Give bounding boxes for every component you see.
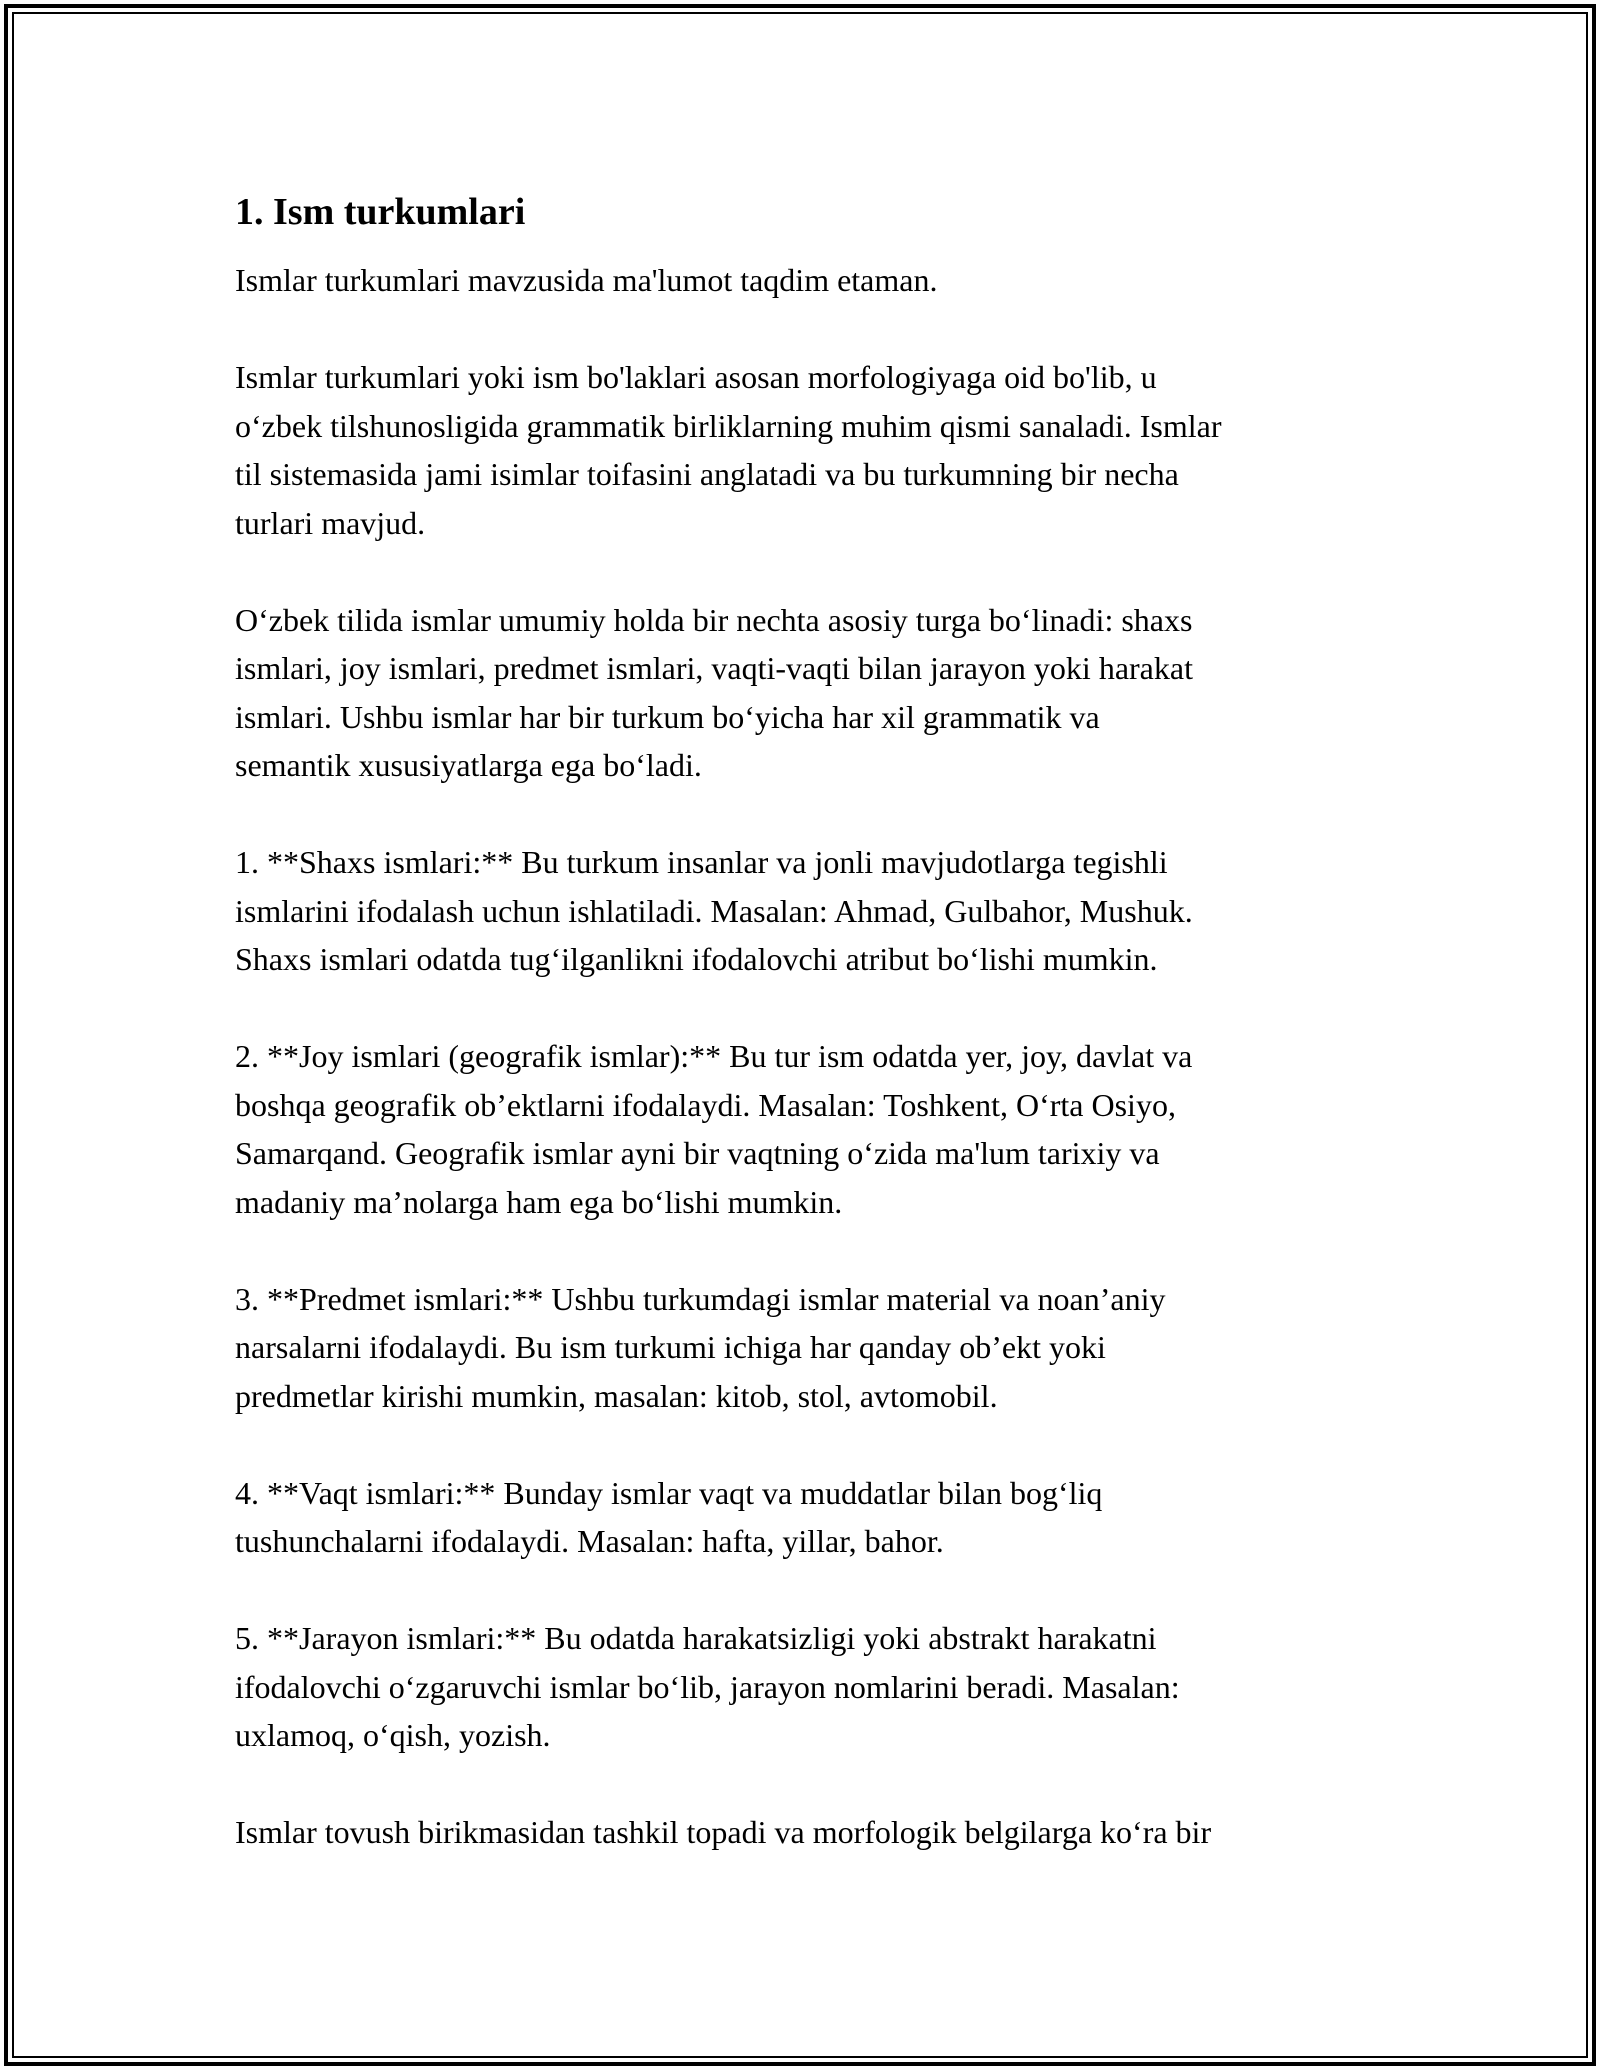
paragraph-place-names: 2. **Joy ismlari (geografik ismlar):** Bu tur ism odatda yer, joy, davlat va boshqa geografik ob’ektlarni ifodalaydi. Masalan: Toshkent, O‘rta Osiyo, Samarqand. Geografik ismlar ayni bir vaqtning o‘zida ma'lum tarixiy va madaniy ma’nolarga ham ega bo‘lishi mumkin. [235, 1038, 1193, 1220]
document-title: 1. Ism turkumlari [235, 191, 526, 233]
paragraph-closing: Ismlar tovush birikmasidan tashkil topadi va morfologik belgilarga ko‘ra bir [235, 1814, 1212, 1850]
paragraph-intro: Ismlar turkumlari mavzusida ma'lumot taqdim etaman. [235, 262, 938, 298]
paragraph-overview: Ismlar turkumlari yoki ism bo'laklari asosan morfologiyaga oid bo'lib, u o‘zbek tilshunosligida grammatik birliklarning muhim qismi sanaladi. Ismlar til sistemasida jami isimlar toifasini anglatadi va bu turkumning bir necha turlari mavjud. [235, 359, 1222, 541]
paragraph-person-names: 1. **Shaxs ismlari:** Bu turkum insanlar va jonli mavjudotlarga tegishli ismlarini ifodalash uchun ishlatiladi. Masalan: Ahmad, Gulbahor, Mushuk. Shaxs ismlari odatda tug‘ilganlikni ifodalovchi atribut bo‘lishi mumkin. [235, 844, 1193, 977]
document-body [235, 186, 1385, 1905]
paragraph-object-names: 3. **Predmet ismlari:** Ushbu turkumdagi ismlar material va noan’aniy narsalarni ifodalaydi. Bu ism turkumi ichiga har qanday ob’ekt yoki predmetlar kirishi mumkin, masalan: kitob, stol, avtomobil. [235, 1280, 1166, 1414]
paragraph-types: O‘zbek tilida ismlar umumiy holda bir nechta asosiy turga bo‘linadi: shaxs ismlari, joy ismlari, predmet ismlari, vaqti-vaqti bilan jarayon yoki harakat ismlari. Ushbu ismlar har bir turkum bo‘yicha har xil grammatik va semantik xususiyatlarga ega bo‘ladi. [235, 601, 1193, 783]
paragraph-process-names: 5. **Jarayon ismlari:** Bu odatda harakatsizligi yoki abstrakt harakatni ifodalovchi o‘zgaruvchi ismlar bo‘lib, jarayon nomlarini beradi. Masalan: uxlamoq, o‘qish, yozish. [235, 1620, 1180, 1753]
paragraph-time-names: 4. **Vaqt ismlari:** Bunday ismlar vaqt va muddatlar bilan bog‘liq tushunchalarni ifodalaydi. Masalan: hafta, yillar, bahor. [235, 1474, 1103, 1559]
